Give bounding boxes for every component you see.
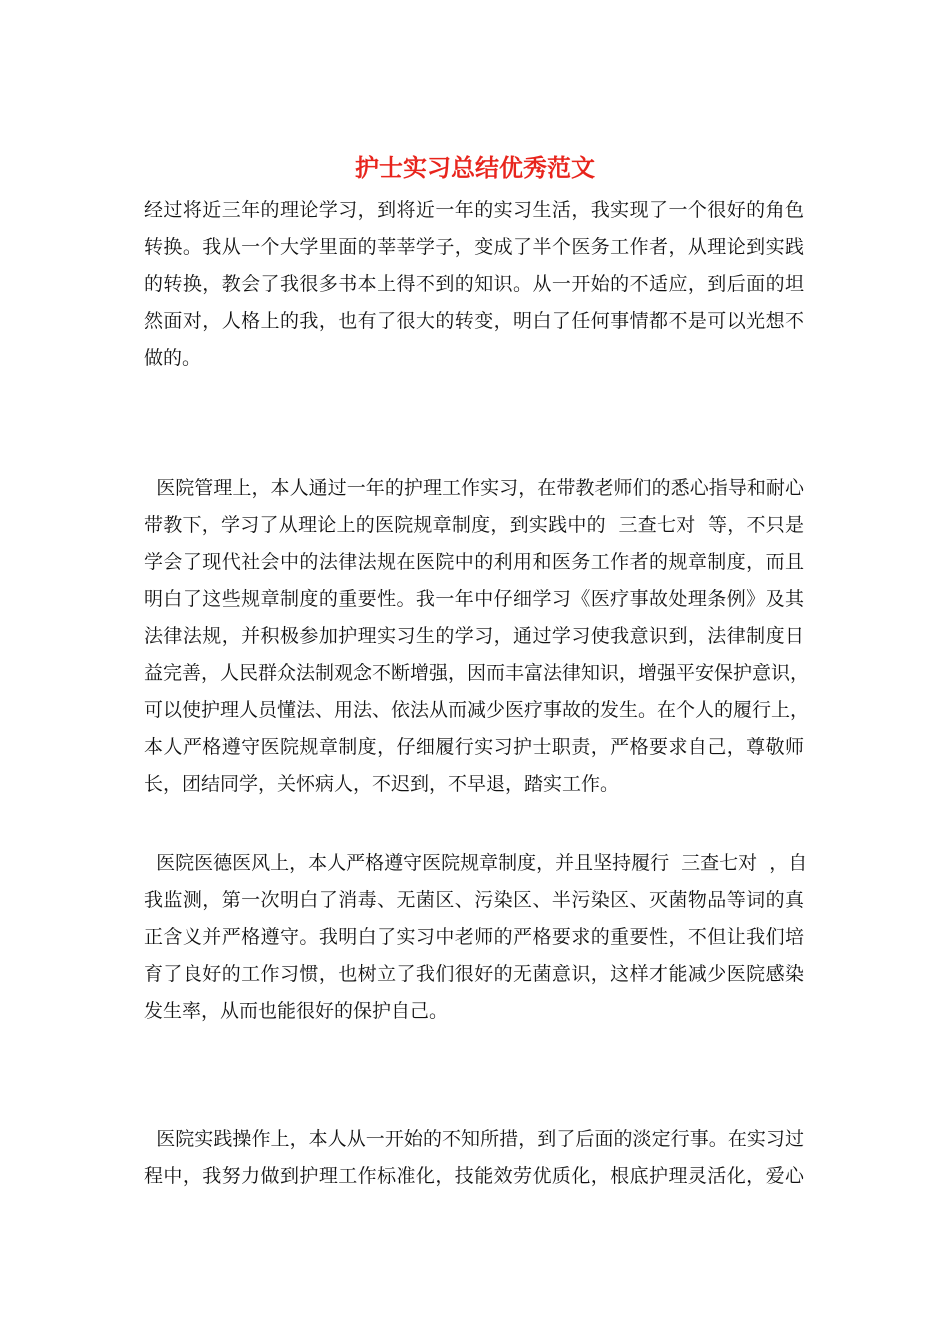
- text-line: 本人严格遵守医院规章制度，仔细履行实习护士职责，严格要求自己，尊敬师: [144, 736, 804, 758]
- text-line: 转换。我从一个大学里面的莘莘学子，变成了半个医务工作者，从理论到实践: [144, 236, 804, 258]
- paragraph-practice-operation: [144, 1121, 804, 1195]
- text-line: 医院医德医风上，本人严格遵守医院规章制度，并且坚持履行 三查七对 ，自: [144, 852, 808, 874]
- paragraph-medical-ethics: [144, 845, 808, 1030]
- text-line: 正含义并严格遵守。我明白了实习中老师的严格要求的重要性，不但让我们培: [144, 926, 804, 948]
- text-line: 的转换，教会了我很多书本上得不到的知识。从一开始的不适应，到后面的坦: [144, 273, 804, 295]
- text-line: 带教下，学习了从理论上的医院规章制度，到实践中的 三查七对 等，不只是: [144, 514, 804, 536]
- paragraph-intro: [144, 192, 804, 377]
- text-line: 可以使护理人员懂法、用法、依法从而减少医疗事故的发生。在个人的履行上，: [144, 699, 810, 721]
- document-title: 护士实习总结优秀范文: [355, 153, 595, 182]
- text-line: 长，团结同学，关怀病人，不迟到，不早退，踏实工作。: [144, 773, 620, 795]
- text-line: 发生率，从而也能很好的保护自己。: [144, 1000, 449, 1022]
- text-line: 益完善，人民群众法制观念不断增强，因而丰富法律知识，增强平安保护意识，: [144, 662, 810, 684]
- text-line: 做的。: [144, 347, 202, 369]
- text-line: 我监测，第一次明白了消毒、无菌区、污染区、半污染区、灭菌物品等词的真: [144, 889, 804, 911]
- text-line: 育了良好的工作习惯，也树立了我们很好的无菌意识，这样才能减少医院感染: [144, 963, 804, 985]
- text-line: 程中，我努力做到护理工作标准化，技能效劳优质化，根底护理灵活化，爱心: [144, 1165, 804, 1187]
- text-line: 明白了这些规章制度的重要性。我一年中仔细学习《医疗事故处理条例》及其: [144, 588, 804, 610]
- text-line: 学会了现代社会中的法律法规在医院中的利用和医务工作者的规章制度，而且: [144, 551, 804, 573]
- text-line: 医院管理上，本人通过一年的护理工作实习，在带教老师们的悉心指导和耐心: [144, 477, 804, 499]
- text-line: 法律法规，并积极参加护理实习生的学习，通过学习使我意识到，法律制度日: [144, 625, 804, 647]
- text-line: 经过将近三年的理论学习，到将近一年的实习生活，我实现了一个很好的角色: [144, 199, 804, 221]
- paragraph-hospital-management: [144, 470, 810, 803]
- text-line: 医院实践操作上，本人从一开始的不知所措，到了后面的淡定行事。在实习过: [144, 1128, 804, 1150]
- text-line: 然面对，人格上的我，也有了很大的转变，明白了任何事情都不是可以光想不: [144, 310, 804, 332]
